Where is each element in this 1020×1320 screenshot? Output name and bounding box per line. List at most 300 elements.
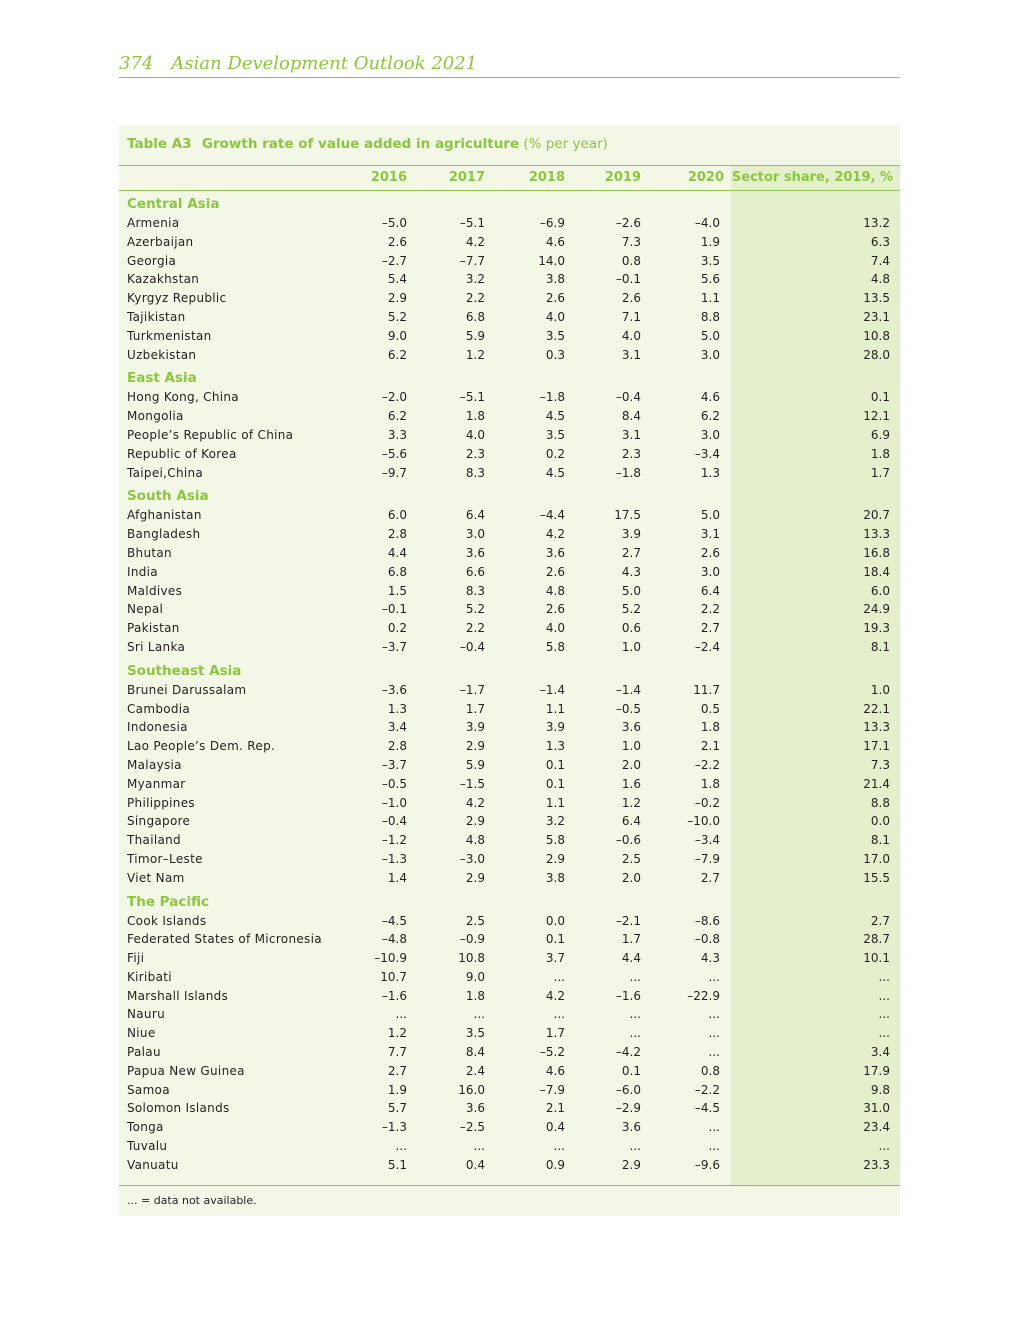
- economy-name: Azerbaijan: [127, 234, 194, 249]
- table-footnote: ... = data not available.: [127, 1194, 257, 1207]
- table-row: [119, 718, 900, 737]
- growth-value-cell: –2.1: [615, 913, 641, 928]
- growth-value-cell: –10.9: [374, 951, 407, 966]
- growth-value-cell: 0.9: [545, 1157, 565, 1172]
- growth-value-cell: 4.5: [545, 465, 565, 480]
- table-row: [119, 327, 900, 346]
- growth-value-cell: 1.9: [387, 1082, 407, 1097]
- growth-value-cell: 2.9: [465, 870, 485, 885]
- growth-value-cell: ...: [473, 1139, 485, 1154]
- growth-value-cell: 5.9: [465, 757, 485, 772]
- economy-name: Nepal: [127, 602, 164, 617]
- growth-value-cell: 4.8: [465, 833, 485, 848]
- table-row: [119, 563, 900, 582]
- growth-value-cell: 0.6: [621, 621, 641, 636]
- growth-value-cell: –1.8: [539, 390, 565, 405]
- growth-value-cell: –0.4: [381, 814, 407, 829]
- table-row: [119, 1118, 900, 1137]
- growth-value-cell: 8.4: [465, 1045, 485, 1060]
- table-row: [119, 638, 900, 657]
- growth-value-cell: 5.2: [387, 309, 407, 324]
- growth-value-cell: 2.9: [465, 739, 485, 754]
- sector-share-cell: 20.7: [863, 508, 890, 523]
- sector-share-cell: 6.0: [870, 583, 890, 598]
- table-row: [119, 1062, 900, 1081]
- economy-name: Pakistan: [127, 621, 180, 636]
- column-header-2020: 2020: [687, 170, 724, 185]
- sector-share-cell: ...: [878, 1139, 890, 1154]
- sector-share-cell: 1.8: [870, 446, 890, 461]
- growth-value-cell: ...: [395, 1007, 407, 1022]
- growth-value-cell: 1.1: [545, 701, 565, 716]
- sector-share-cell: ...: [878, 969, 890, 984]
- sector-share-cell: 4.8: [870, 272, 890, 287]
- economy-name: Taipei,China: [127, 465, 204, 480]
- group-title: Central Asia: [127, 196, 220, 212]
- growth-value-cell: 3.5: [545, 328, 565, 343]
- growth-value-cell: 1.8: [465, 988, 485, 1003]
- table-row: [119, 1156, 900, 1175]
- growth-value-cell: –5.2: [539, 1045, 565, 1060]
- growth-value-cell: –0.6: [615, 833, 641, 848]
- sector-share-cell: 6.9: [870, 427, 890, 442]
- table-row: [119, 1024, 900, 1043]
- growth-value-cell: 2.7: [387, 1063, 407, 1078]
- growth-value-cell: –1.3: [381, 851, 407, 866]
- growth-value-cell: 5.8: [545, 833, 565, 848]
- sector-share-cell: 13.3: [863, 527, 890, 542]
- growth-value-cell: –3.4: [694, 446, 720, 461]
- table-row: [119, 388, 900, 407]
- growth-value-cell: 2.9: [621, 1157, 641, 1172]
- growth-value-cell: –4.0: [694, 216, 720, 230]
- growth-value-cell: 1.0: [621, 639, 641, 654]
- table-row: [119, 525, 900, 544]
- table-body: [119, 194, 900, 1175]
- growth-value-cell: 1.3: [700, 465, 720, 480]
- growth-value-cell: 6.8: [387, 564, 407, 579]
- growth-value-cell: 2.8: [387, 739, 407, 754]
- growth-value-cell: –2.2: [694, 757, 720, 772]
- table-label: Table A3: [127, 136, 192, 152]
- growth-value-cell: –6.9: [539, 216, 565, 230]
- growth-value-cell: 4.2: [545, 988, 565, 1003]
- header-rule: [119, 190, 900, 191]
- growth-value-cell: –1.8: [615, 465, 641, 480]
- growth-value-cell: –0.1: [615, 272, 641, 287]
- growth-value-cell: –5.6: [381, 446, 407, 461]
- sector-share-cell: 9.8: [870, 1082, 890, 1097]
- economy-name: Myanmar: [127, 776, 186, 791]
- growth-value-cell: –1.0: [381, 795, 407, 810]
- sector-share-cell: ...: [878, 1007, 890, 1022]
- sector-share-cell: 13.3: [863, 720, 890, 735]
- sector-share-cell: 1.0: [870, 682, 890, 697]
- table-row: [119, 407, 900, 426]
- growth-value-cell: 3.2: [465, 272, 485, 287]
- growth-value-cell: –2.6: [615, 216, 641, 230]
- sector-share-cell: 21.4: [863, 776, 890, 791]
- growth-value-cell: 3.6: [621, 1120, 641, 1135]
- publication-title: Asian Development Outlook 2021: [171, 53, 478, 74]
- economy-name: Armenia: [127, 216, 180, 230]
- growth-value-cell: 2.1: [700, 739, 720, 754]
- growth-value-cell: –3.4: [694, 833, 720, 848]
- table-row: [119, 270, 900, 289]
- growth-value-cell: 2.6: [545, 564, 565, 579]
- bottom-rule: [119, 1185, 900, 1186]
- group-title: The Pacific: [127, 893, 209, 910]
- growth-value-cell: 2.4: [465, 1063, 485, 1078]
- growth-value-cell: –2.5: [459, 1120, 485, 1135]
- economy-name: Thailand: [127, 833, 181, 848]
- growth-value-cell: 2.7: [621, 545, 641, 560]
- growth-value-cell: 2.6: [621, 291, 641, 306]
- growth-value-cell: 1.3: [387, 701, 407, 716]
- sector-share-cell: 23.1: [863, 309, 890, 324]
- growth-value-cell: –0.5: [381, 776, 407, 791]
- growth-value-cell: 2.8: [387, 527, 407, 542]
- growth-value-cell: 2.7: [700, 621, 720, 636]
- economy-name: India: [127, 564, 158, 579]
- growth-value-cell: 0.2: [387, 621, 407, 636]
- growth-value-cell: 6.2: [387, 347, 407, 362]
- sector-share-cell: 10.8: [863, 328, 890, 343]
- economy-name: Cook Islands: [127, 913, 207, 928]
- growth-value-cell: 1.7: [621, 932, 641, 947]
- growth-value-cell: 8.3: [465, 465, 485, 480]
- growth-value-cell: 3.0: [700, 564, 720, 579]
- growth-value-cell: ...: [708, 969, 720, 984]
- growth-value-cell: 5.7: [387, 1101, 407, 1116]
- table-row: [119, 464, 900, 483]
- table-row: [119, 233, 900, 252]
- growth-value-cell: 2.6: [545, 291, 565, 306]
- table-title-text: Growth rate of value added in agriculture: [201, 136, 520, 152]
- group-title: East Asia: [127, 370, 197, 387]
- economy-name: Timor–Leste: [127, 851, 203, 866]
- sector-share-cell: 16.8: [863, 545, 890, 560]
- growth-value-cell: 3.8: [545, 870, 565, 885]
- growth-value-cell: 4.2: [465, 795, 485, 810]
- table-row: [119, 869, 900, 888]
- growth-value-cell: 4.0: [621, 328, 641, 343]
- growth-value-cell: 1.8: [700, 776, 720, 791]
- growth-value-cell: 4.3: [700, 951, 720, 966]
- growth-value-cell: –7.9: [539, 1082, 565, 1097]
- table-row: [119, 930, 900, 949]
- table-row: [119, 289, 900, 308]
- growth-value-cell: –22.9: [687, 988, 720, 1003]
- growth-value-cell: 2.7: [700, 870, 720, 885]
- growth-value-cell: 8.4: [621, 409, 641, 424]
- page-header: [119, 50, 900, 78]
- growth-value-cell: –9.7: [381, 465, 407, 480]
- growth-value-cell: 1.9: [700, 234, 720, 249]
- growth-value-cell: 0.1: [621, 1063, 641, 1078]
- sector-share-cell: 10.1: [863, 951, 890, 966]
- growth-value-cell: 3.1: [700, 527, 720, 542]
- growth-value-cell: 3.6: [545, 545, 565, 560]
- growth-value-cell: 3.8: [545, 272, 565, 287]
- growth-value-cell: 6.2: [387, 409, 407, 424]
- growth-value-cell: 2.2: [700, 602, 720, 617]
- table-row: [119, 1137, 900, 1156]
- growth-value-cell: 2.3: [621, 446, 641, 461]
- growth-value-cell: 3.9: [621, 527, 641, 542]
- growth-value-cell: –0.8: [694, 932, 720, 947]
- growth-value-cell: ...: [553, 1139, 565, 1154]
- growth-value-cell: 2.9: [387, 291, 407, 306]
- economy-name: Sri Lanka: [127, 639, 186, 654]
- economy-name: Afghanistan: [127, 508, 202, 523]
- economy-name: Philippines: [127, 795, 195, 810]
- growth-value-cell: 4.2: [465, 234, 485, 249]
- growth-value-cell: –3.7: [381, 757, 407, 772]
- group-title: Southeast Asia: [127, 662, 242, 679]
- table-row: [119, 700, 900, 719]
- growth-value-cell: 2.6: [387, 234, 407, 249]
- growth-value-cell: 6.2: [700, 409, 720, 424]
- economy-name: Bangladesh: [127, 527, 201, 542]
- economy-name: Federated States of Micronesia: [127, 932, 322, 947]
- growth-value-cell: 0.5: [700, 701, 720, 716]
- growth-value-cell: ...: [395, 1139, 407, 1154]
- growth-value-cell: 3.6: [465, 545, 485, 560]
- growth-value-cell: 6.4: [700, 583, 720, 598]
- sector-share-cell: 8.1: [870, 639, 890, 654]
- economy-name: Samoa: [127, 1082, 170, 1097]
- sector-share-cell: 18.4: [863, 564, 890, 579]
- economy-name: Maldives: [127, 583, 183, 598]
- growth-value-cell: 2.0: [621, 757, 641, 772]
- growth-value-cell: 5.0: [700, 508, 720, 523]
- growth-value-cell: 4.4: [621, 951, 641, 966]
- growth-value-cell: 7.3: [621, 234, 641, 249]
- growth-value-cell: 3.6: [465, 1101, 485, 1116]
- growth-value-cell: 3.1: [621, 347, 641, 362]
- growth-value-cell: 0.0: [545, 913, 565, 928]
- growth-value-cell: –9.6: [694, 1157, 720, 1172]
- growth-value-cell: ...: [708, 1045, 720, 1060]
- growth-value-cell: 5.4: [387, 272, 407, 287]
- table-row: [119, 252, 900, 271]
- growth-value-cell: 3.5: [700, 253, 720, 268]
- sector-share-cell: 15.5: [863, 870, 890, 885]
- table-row: [119, 426, 900, 445]
- column-header-2016: 2016: [370, 170, 407, 185]
- growth-value-cell: 3.4: [387, 720, 407, 735]
- growth-value-cell: 4.6: [545, 234, 565, 249]
- growth-value-cell: 4.6: [545, 1063, 565, 1078]
- growth-value-cell: 2.5: [621, 851, 641, 866]
- growth-value-cell: 1.6: [621, 776, 641, 791]
- growth-value-cell: 1.1: [545, 795, 565, 810]
- economy-name: Papua New Guinea: [127, 1063, 245, 1078]
- growth-value-cell: ...: [708, 1007, 720, 1022]
- economy-name: Cambodia: [127, 701, 191, 716]
- table-row: [119, 812, 900, 831]
- growth-value-cell: 6.0: [387, 508, 407, 523]
- growth-value-cell: 1.7: [465, 701, 485, 716]
- growth-value-cell: ...: [708, 1120, 720, 1135]
- growth-value-cell: –5.1: [459, 390, 485, 405]
- sector-share-cell: 19.3: [863, 621, 890, 636]
- economy-name: Indonesia: [127, 720, 188, 735]
- growth-value-cell: –1.5: [459, 776, 485, 791]
- table-row: [119, 794, 900, 813]
- table-row: [119, 756, 900, 775]
- growth-value-cell: –4.2: [615, 1045, 641, 1060]
- growth-value-cell: 3.7: [545, 951, 565, 966]
- growth-value-cell: 6.8: [465, 309, 485, 324]
- growth-value-cell: –3.6: [381, 682, 407, 697]
- growth-value-cell: 14.0: [538, 253, 565, 268]
- sector-share-cell: 23.4: [863, 1120, 890, 1135]
- growth-value-cell: 0.8: [621, 253, 641, 268]
- economy-name: Vanuatu: [127, 1157, 179, 1172]
- growth-value-cell: 1.1: [700, 291, 720, 306]
- growth-value-cell: 4.6: [700, 390, 720, 405]
- table-row: [119, 445, 900, 464]
- sector-share-cell: 6.3: [870, 234, 890, 249]
- economy-name: Malaysia: [127, 757, 182, 772]
- table-unit: (% per year): [523, 136, 608, 152]
- growth-value-cell: 2.5: [465, 913, 485, 928]
- column-header-2018: 2018: [528, 170, 565, 185]
- growth-value-cell: ...: [629, 1026, 641, 1041]
- growth-value-cell: –2.7: [381, 253, 407, 268]
- growth-value-cell: ...: [629, 1007, 641, 1022]
- growth-value-cell: 10.7: [380, 969, 407, 984]
- growth-value-cell: –5.0: [381, 216, 407, 230]
- table-row: [119, 987, 900, 1006]
- growth-value-cell: 3.0: [700, 347, 720, 362]
- table-row: [119, 737, 900, 756]
- sector-share-cell: 31.0: [863, 1101, 890, 1116]
- sector-share-cell: 0.0: [870, 814, 890, 829]
- sector-share-cell: 28.0: [863, 347, 890, 362]
- growth-value-cell: 5.9: [465, 328, 485, 343]
- growth-value-cell: –2.4: [694, 639, 720, 654]
- growth-value-cell: –3.0: [459, 851, 485, 866]
- table-row: [119, 506, 900, 525]
- growth-value-cell: 3.5: [465, 1026, 485, 1041]
- growth-value-cell: 3.9: [465, 720, 485, 735]
- sector-share-cell: 13.2: [863, 216, 890, 230]
- economy-name: Bhutan: [127, 545, 172, 560]
- growth-value-cell: ...: [553, 969, 565, 984]
- table-row: [119, 1005, 900, 1024]
- sector-share-cell: 13.5: [863, 291, 890, 306]
- growth-value-cell: 6.6: [465, 564, 485, 579]
- table-row: [119, 346, 900, 365]
- table-row: [119, 308, 900, 327]
- sector-share-cell: 17.9: [863, 1063, 890, 1078]
- growth-value-cell: –2.9: [615, 1101, 641, 1116]
- growth-value-cell: –0.2: [694, 795, 720, 810]
- growth-value-cell: 3.5: [545, 427, 565, 442]
- growth-value-cell: –1.2: [381, 833, 407, 848]
- economy-name: Tajikistan: [127, 309, 186, 324]
- economy-name: Georgia: [127, 253, 177, 268]
- growth-value-cell: –3.7: [381, 639, 407, 654]
- growth-value-cell: 4.8: [545, 583, 565, 598]
- growth-value-cell: 4.0: [545, 621, 565, 636]
- growth-value-cell: –4.4: [539, 508, 565, 523]
- table-row: [119, 949, 900, 968]
- economy-name: Turkmenistan: [127, 328, 212, 343]
- economy-name: Uzbekistan: [127, 347, 197, 362]
- sector-share-cell: 2.7: [870, 913, 890, 928]
- growth-value-cell: 2.9: [545, 851, 565, 866]
- table-title: [127, 136, 608, 152]
- growth-value-cell: 1.2: [621, 795, 641, 810]
- growth-value-cell: ...: [708, 1026, 720, 1041]
- growth-value-cell: 0.3: [545, 347, 565, 362]
- growth-value-cell: ...: [708, 1139, 720, 1154]
- economy-name: Tonga: [127, 1120, 164, 1135]
- growth-value-cell: 0.8: [700, 1063, 720, 1078]
- economy-name: Singapore: [127, 814, 191, 829]
- growth-value-cell: –4.5: [381, 913, 407, 928]
- economy-name: Niue: [127, 1026, 156, 1041]
- table-row: [119, 600, 900, 619]
- growth-value-cell: –7.7: [459, 253, 485, 268]
- growth-value-cell: ...: [629, 1139, 641, 1154]
- growth-value-cell: 5.1: [387, 1157, 407, 1172]
- economy-name: Marshall Islands: [127, 988, 229, 1003]
- economy-name: Palau: [127, 1045, 161, 1060]
- sector-share-cell: 12.1: [863, 409, 890, 424]
- economy-name: People’s Republic of China: [127, 427, 294, 442]
- growth-value-cell: 2.2: [465, 621, 485, 636]
- growth-value-cell: 11.7: [693, 682, 720, 697]
- economy-name: Kazakhstan: [127, 272, 200, 287]
- sector-share-cell: ...: [878, 988, 890, 1003]
- growth-value-cell: 3.1: [621, 427, 641, 442]
- growth-value-cell: 5.6: [700, 272, 720, 287]
- economy-name: Kyrgyz Republic: [127, 291, 227, 306]
- growth-value-cell: 1.3: [545, 739, 565, 754]
- growth-value-cell: 3.0: [700, 427, 720, 442]
- growth-value-cell: –1.4: [539, 682, 565, 697]
- growth-value-cell: 1.7: [545, 1026, 565, 1041]
- growth-value-cell: 2.3: [465, 446, 485, 461]
- growth-value-cell: ...: [473, 1007, 485, 1022]
- growth-value-cell: 5.2: [465, 602, 485, 617]
- table-row: [119, 912, 900, 931]
- growth-value-cell: 8.3: [465, 583, 485, 598]
- growth-value-cell: ...: [553, 1007, 565, 1022]
- table-row: [119, 214, 900, 233]
- table-row: [119, 681, 900, 700]
- growth-value-cell: 9.0: [465, 969, 485, 984]
- growth-value-cell: 2.2: [465, 291, 485, 306]
- column-header-sector-share: Sector share, 2019, %: [731, 170, 893, 185]
- economy-name: Solomon Islands: [127, 1101, 230, 1116]
- growth-value-cell: 0.1: [545, 757, 565, 772]
- table-row: [119, 831, 900, 850]
- growth-value-cell: 0.1: [545, 776, 565, 791]
- economy-name: Lao People’s Dem. Rep.: [127, 739, 276, 754]
- column-header-2019: 2019: [604, 170, 641, 185]
- sector-share-cell: 22.1: [863, 701, 890, 716]
- growth-value-cell: –0.9: [459, 932, 485, 947]
- growth-value-cell: –1.3: [381, 1120, 407, 1135]
- growth-value-cell: 6.4: [621, 814, 641, 829]
- group-title: South Asia: [127, 488, 209, 505]
